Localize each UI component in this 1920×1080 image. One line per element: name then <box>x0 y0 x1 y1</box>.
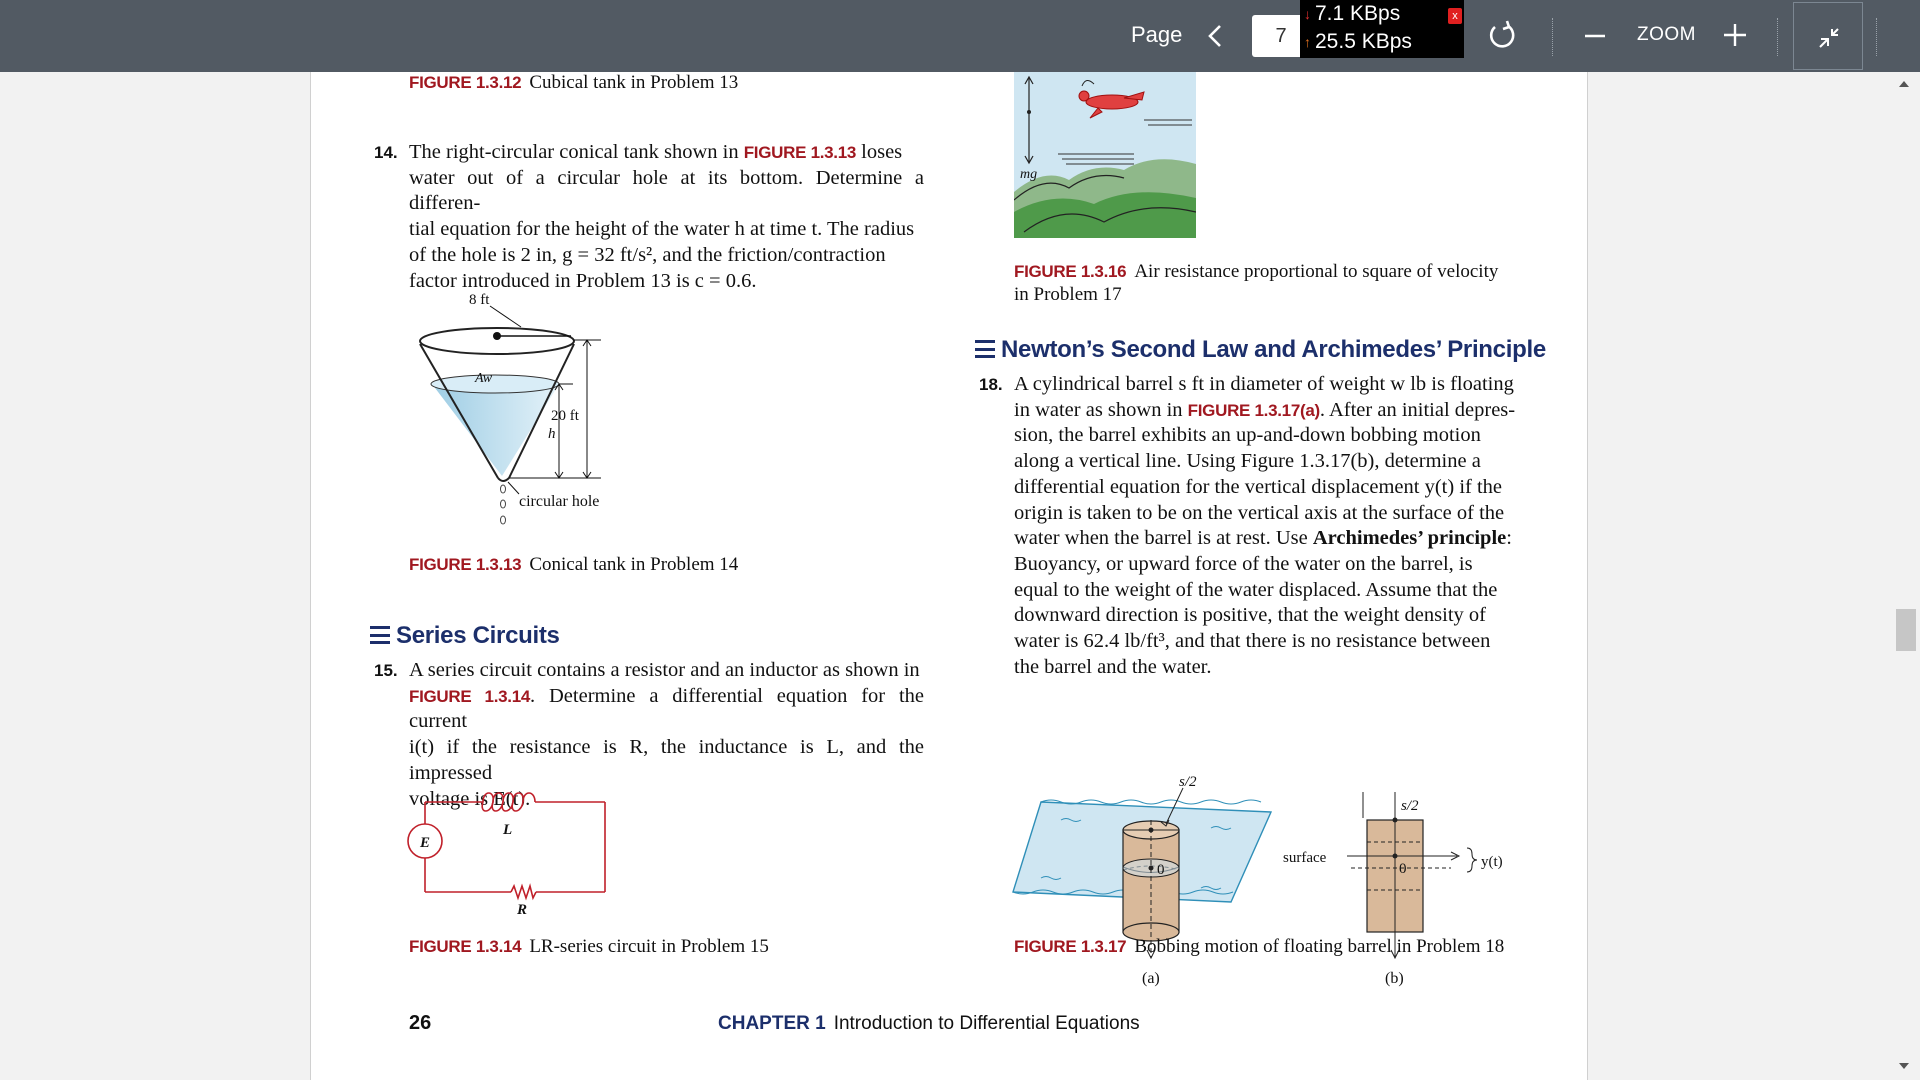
toolbar-divider <box>1876 18 1877 56</box>
origin-label-a: 0 <box>1157 862 1165 878</box>
toolbar-divider <box>1777 18 1778 56</box>
pdf-page <box>310 72 1588 1080</box>
cone-area-label: Aw <box>475 371 493 386</box>
page-label: Page <box>1131 22 1183 47</box>
resistor-label: R <box>517 902 528 918</box>
skydiver-illustration <box>1014 72 1196 238</box>
zoom-out-icon[interactable] <box>1583 24 1607 48</box>
section-heading-series-circuits: Series Circuits <box>370 622 560 650</box>
origin-label-b: 0 <box>1399 861 1407 877</box>
section-icon <box>370 626 390 644</box>
download-arrow-icon: ↓ <box>1304 6 1311 22</box>
upload-speed: 25.5 KBps <box>1315 30 1412 53</box>
cone-diameter-label: 8 ft <box>469 292 490 308</box>
radius-label-a: s/2 <box>1179 774 1197 790</box>
running-footer: CHAPTER 1 Introduction to Differential Equations <box>718 1013 1140 1034</box>
page-number: 26 <box>409 1012 432 1034</box>
emf-label: E <box>420 835 431 851</box>
figure-caption-1-3-12: FIGURE 1.3.12 Cubical tank in Problem 13 <box>409 72 739 93</box>
subfigure-b-label: (b) <box>1385 970 1404 987</box>
cone-height-label: 20 ft <box>551 408 579 424</box>
inductor-label: L <box>503 822 513 838</box>
upload-arrow-icon: ↑ <box>1304 34 1311 50</box>
section-heading-newton-archimedes: Newton’s Second Law and Archimedes’ Principle <box>975 336 1546 364</box>
section-icon <box>975 340 995 358</box>
zoom-label: ZOOM <box>1637 24 1696 45</box>
problem-text: A series circuit contains a resistor and an inductor as shown in FIGURE 1.3.14. Determine a differential equation for the current i(t) if the resistance is R, the inductance is L, and the impressed voltage is E(t). <box>409 659 925 810</box>
displacement-label: y(t) <box>1481 854 1503 870</box>
network-monitor-close-button[interactable]: x <box>1448 8 1462 24</box>
lr-circuit-diagram <box>405 772 625 922</box>
water-height-label: h <box>548 426 556 442</box>
collapse-icon <box>1794 3 1864 71</box>
figure-caption-1-3-13: FIGURE 1.3.13 Conical tank in Problem 14 <box>409 554 739 575</box>
weight-label: mg <box>1020 167 1038 182</box>
surface-label: surface <box>1283 850 1327 866</box>
toolbar-divider <box>1552 18 1553 56</box>
figure-caption-1-3-14: FIGURE 1.3.14 LR-series circuit in Problem 15 <box>409 936 769 957</box>
conical-tank-diagram <box>405 284 625 534</box>
problem-text: A cylindrical barrel s ft in diameter of weight w lb is floating in water as shown in FIGURE 1.3.17(a). After an initial depres- sion, the barrel exhibits an up-and-down bobbing motion along a vertical line. Using Figure 1.3.17(b), determine a differential equation for the vertical displacement y(t) if the origin is taken to be on the vertical axis at the surface of the water when the barrel is at rest. Use Archimedes’ principle: Buoyancy, or upward force of the water on the barrel, is equal to the weight of the water displaced. Assume that the downward direction is positive, that the weight density of water is 62.4 lb/ft³, and that there is no resistance between the barrel and the water. <box>1014 373 1516 678</box>
circular-hole-label: circular hole <box>519 493 600 510</box>
previous-page-icon[interactable] <box>1200 18 1230 54</box>
scroll-up-icon[interactable] <box>1898 78 1910 90</box>
download-speed: 7.1 KBps <box>1315 2 1401 25</box>
network-monitor <box>1300 0 1464 58</box>
figure-caption-1-3-16: FIGURE 1.3.16 Air resistance proportional to square of velocity in Problem 17 <box>1014 261 1499 305</box>
rotate-icon[interactable] <box>1486 20 1518 52</box>
viewer-toolbar <box>0 0 1920 72</box>
figure-caption-1-3-17: FIGURE 1.3.17 Bobbing motion of floating barrel in Problem 18 <box>1014 936 1505 957</box>
problem-number: 15. <box>374 661 398 680</box>
problem-number: 18. <box>979 375 1003 394</box>
scroll-down-icon[interactable] <box>1898 1060 1910 1072</box>
zoom-in-icon[interactable] <box>1722 22 1748 48</box>
problem-number: 14. <box>374 143 398 162</box>
radius-label-b: s/2 <box>1401 798 1419 814</box>
subfigure-a-label: (a) <box>1142 970 1160 987</box>
problem-text: The right-circular conical tank shown in FIGURE 1.3.13 loses water out of a circular hole at its bottom. Determine a differen- tial equation for the height of the water h at time t. The radius of the hole is 2 in, g = 32 ft/s², and the friction/contraction factor introduced in Problem 13 is c = 0.6. <box>409 141 924 292</box>
fit-page-button[interactable] <box>1793 2 1863 70</box>
scrollbar-thumb[interactable] <box>1896 609 1916 651</box>
